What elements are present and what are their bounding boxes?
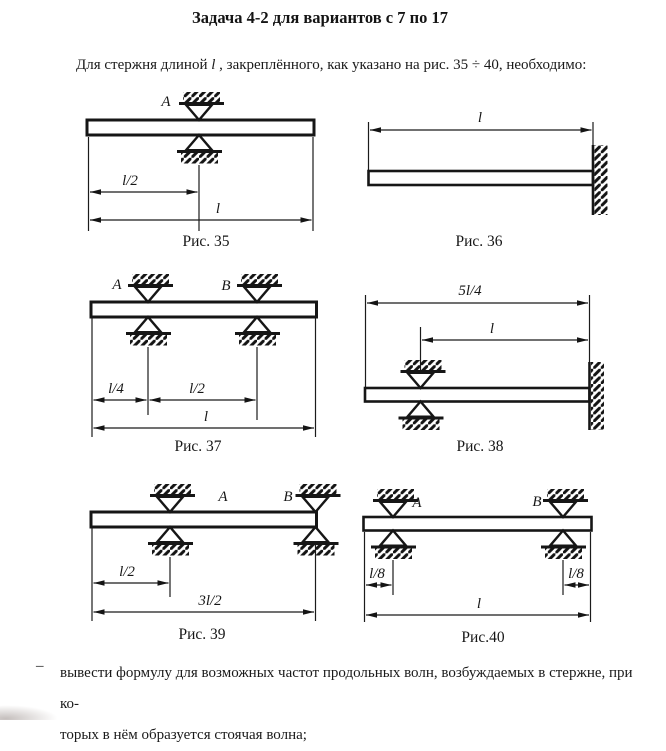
support-label-b: B xyxy=(221,278,231,294)
dimension-label: l xyxy=(477,110,483,126)
rod xyxy=(91,302,317,317)
pin-support-top xyxy=(296,484,341,512)
dimension-label: l/2 xyxy=(122,173,138,189)
figure-caption: Рис. 39 xyxy=(178,626,226,643)
pin-support-bottom xyxy=(235,317,280,346)
support-label-b: B xyxy=(283,489,293,505)
pin-support-top xyxy=(237,274,282,302)
rod xyxy=(365,388,590,402)
figure-caption: Рис. 37 xyxy=(174,438,222,455)
task-line-1: вывести формулу для возможных частот продольных волн, возбуждаемых в стержне, при ко- xyxy=(60,665,633,712)
pin-support-top xyxy=(401,360,446,388)
dimension-label: l/4 xyxy=(108,381,124,397)
support-label-a: A xyxy=(412,495,422,511)
length-variable: l xyxy=(211,57,216,73)
rod xyxy=(364,517,592,531)
intro-pre: Для стержня длиной xyxy=(76,57,212,73)
page-title: Задача 4-2 для вариантов с 7 по 17 xyxy=(192,8,448,27)
support-label-a: A xyxy=(218,489,228,505)
figure-35 xyxy=(60,85,350,260)
rod xyxy=(369,171,594,185)
pin-support-bottom xyxy=(371,531,416,560)
scan-smudge xyxy=(0,705,58,720)
pin-support-bottom xyxy=(177,135,222,164)
support-label-a: A xyxy=(161,94,171,110)
dimension-label: l/2 xyxy=(189,381,205,397)
dimension-label: l/8 xyxy=(568,566,584,582)
pin-support-top xyxy=(150,484,195,512)
dimension-label: 3l/2 xyxy=(198,593,222,609)
rod xyxy=(87,120,314,135)
pin-support-top xyxy=(179,92,224,120)
intro-text xyxy=(76,57,586,74)
pin-support-top xyxy=(543,489,588,517)
pin-support-top xyxy=(128,274,173,302)
figure-36 xyxy=(350,100,640,260)
task-text xyxy=(60,658,655,751)
pin-support-bottom xyxy=(541,531,586,560)
figure-caption: Рис. 36 xyxy=(455,233,503,250)
dimension-label: l/2 xyxy=(119,564,135,580)
support-label-a: A xyxy=(112,277,122,293)
list-dash: – xyxy=(36,658,44,674)
pin-support-bottom xyxy=(399,402,444,431)
figure-40 xyxy=(350,475,640,655)
dimension-label: l xyxy=(476,596,482,612)
support-label-b: B xyxy=(532,494,542,510)
dimension-label: l/8 xyxy=(369,566,385,582)
rod xyxy=(91,512,317,527)
figure-caption: Рис.40 xyxy=(461,629,505,646)
pin-support-bottom xyxy=(294,527,339,556)
figure-37 xyxy=(60,265,350,465)
figure-38 xyxy=(350,270,640,470)
dimension-label: l xyxy=(215,201,221,217)
intro-post: , закреплённого, как указано на рис. 35 ÷ 40, необходимо: xyxy=(215,57,587,73)
figure-caption: Рис. 38 xyxy=(456,438,504,455)
dimension-label: l xyxy=(489,321,495,337)
dimension-label: 5l/4 xyxy=(458,283,482,299)
pin-support-bottom xyxy=(148,527,193,556)
task-line-2: торых в нём образуется стоячая волна; xyxy=(60,727,307,743)
figure-39 xyxy=(60,475,350,655)
pin-support-top xyxy=(373,489,418,517)
wall-hatch xyxy=(595,145,608,215)
pin-support-bottom xyxy=(126,317,171,346)
wall-hatch xyxy=(591,362,604,430)
dimension-label: l xyxy=(203,409,209,425)
figure-caption: Рис. 35 xyxy=(182,233,230,250)
